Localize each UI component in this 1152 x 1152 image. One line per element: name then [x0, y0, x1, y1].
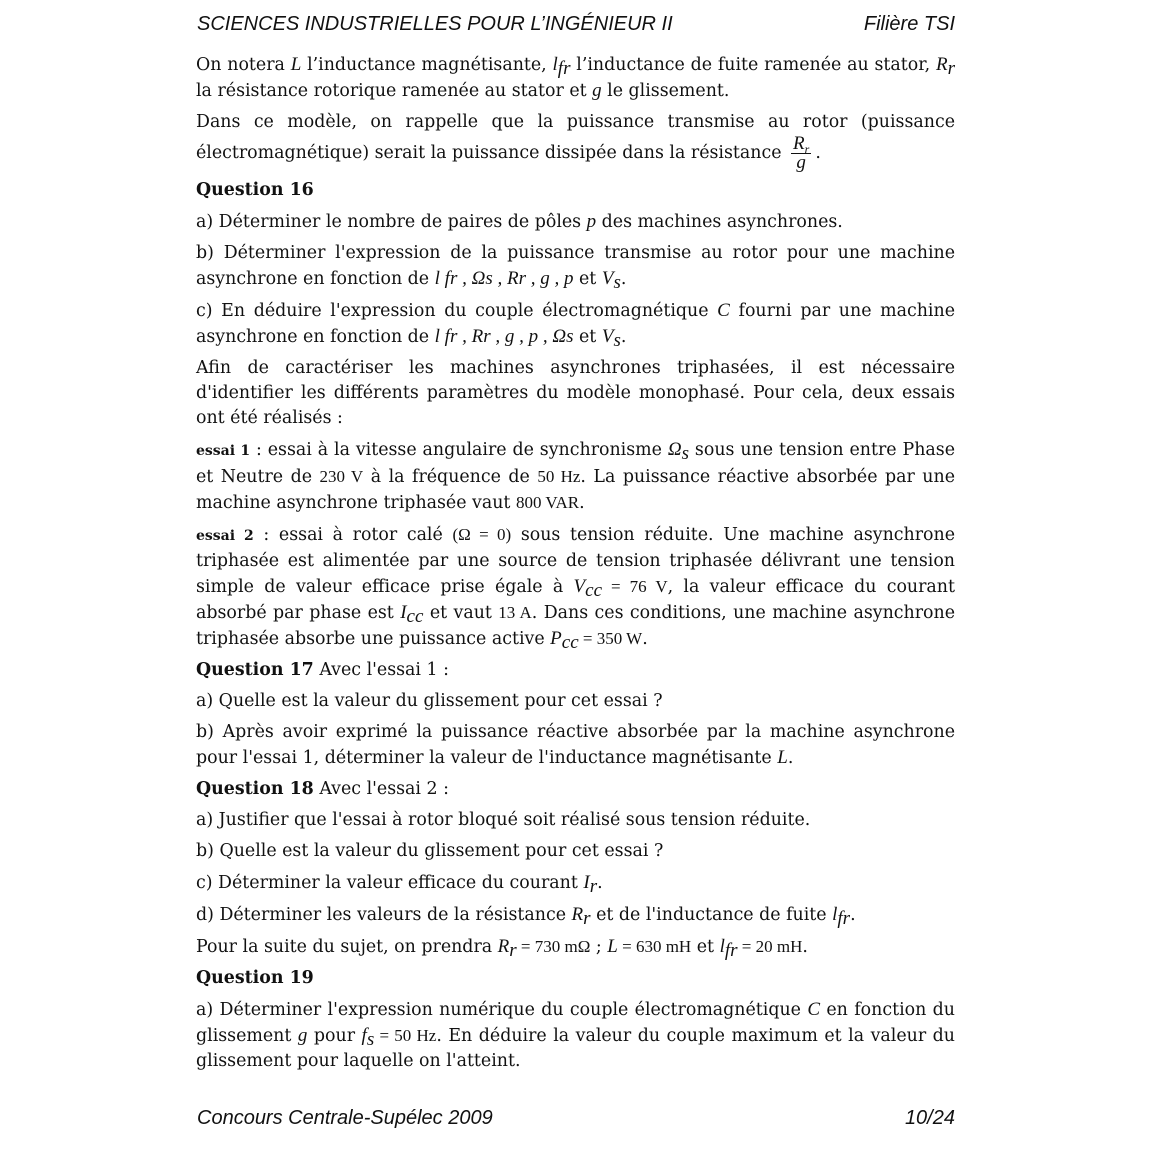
- page-footer: [197, 1106, 955, 1130]
- header-title: SCIENCES INDUSTRIELLES POUR L’INGÉNIEUR II: [197, 13, 673, 35]
- question-18c: c) Déterminer la valeur efficace du courant $I_r$.: [196, 872, 603, 897]
- question-18-title: Question 18 Avec l'essai 2 :: [196, 779, 449, 799]
- paragraph-values: Pour la suite du sujet, on prendra $R_r = 730$ mΩ ; L = 630 mH et $l_{fr} = 20$ mH.: [196, 936, 808, 961]
- question-18a: a) Justifier que l'essai à rotor bloqué soit réalisé sous tension réduite.: [196, 810, 811, 830]
- question-17-title: Question 17 Avec l'essai 1 :: [196, 660, 449, 680]
- question-18d: d) Déterminer les valeurs de la résistance $R_r$ et de l'inductance de fuite $l_{fr}$.: [196, 904, 856, 929]
- document-body: [196, 52, 955, 1080]
- question-19-title: Question 19: [196, 968, 314, 988]
- paragraph-essai-2: essai 2 : essai à rotor calé (Ω = 0) sous tension réduite. Une machine asynchrone triphasée est alimentée par une source de tension triphasée délivrant une tension simple de valeur efficace prise égale à $V_{cc} = 76$ V, la valeur efficace du courant absorbé par phase est $I_{cc}$ et vaut 13 A. Dans ces conditions, une machine asynchrone triphasée absorbe une puissance active $P_{cc} = 350$ W.: [196, 525, 956, 653]
- footer-page-number: 10/24: [904, 1107, 955, 1129]
- paragraph-intro-essais: Afin de caractériser les machines asynchrones triphasées, il est nécessaire d'identifier les différents paramètres du modèle monophasé. Pour cela, deux essais ont été réalisés :: [196, 358, 955, 428]
- question-16b: b) Déterminer l'expression de la puissance transmise au rotor pour une machine asynchrone en fonction de l fr , Ωs , Rr , g , p et $V_s$.: [196, 243, 955, 293]
- page-header: [197, 12, 955, 36]
- question-16a: a) Déterminer le nombre de paires de pôles p des machines asynchrones.: [196, 211, 843, 232]
- footer-contest: Concours Centrale-Supélec 2009: [197, 1107, 493, 1129]
- paragraph-notation: On notera L l’inductance magnétisante, $l_{fr}$ l’inductance de fuite ramenée au stator, $R_r$ la résistance rotorique ramenée au stator et g le glissement.: [196, 54, 955, 101]
- question-16c: c) En déduire l'expression du couple électromagnétique C fourni par une machine asynchrone en fonction de l fr , Rr , g , p , Ωs et $V_s$.: [196, 300, 955, 351]
- question-19a: a) Déterminer l'expression numérique du couple électromagnétique C en fonction du glissement g pour $f_s = 50$ Hz. En déduire la valeur du couple maximum et la valeur du glissement pour laquelle on l'atteint.: [196, 999, 955, 1071]
- question-17a: a) Quelle est la valeur du glissement pour cet essai ?: [196, 691, 663, 711]
- question-16-title: Question 16: [196, 180, 314, 200]
- paragraph-model: Dans ce modèle, on rappelle que la puissance transmise au rotor (puissance électromagnétique) serait la puissance dissipée dans la résistance $\frac{R_r}{g}$ .: [196, 112, 955, 173]
- question-17b: b) Après avoir exprimé la puissance réactive absorbée par la machine asynchrone pour l'essai 1, déterminer la valeur de l'inductance magnétisante L.: [196, 722, 955, 768]
- question-18b: b) Quelle est la valeur du glissement pour cet essai ?: [196, 841, 664, 861]
- paragraph-essai-1: essai 1 : essai à la vitesse angulaire de synchronisme $\Omega_s$ sous une tension entre Phase et Neutre de 230 V à la fréquence de 50 Hz. La puissance réactive absorbée par une machine asynchrone triphasée vaut 800 VAR.: [196, 439, 955, 513]
- header-track: Filière TSI: [863, 13, 955, 35]
- fraction-rr-over-g: $\frac{R_r}{g}$: [793, 133, 810, 173]
